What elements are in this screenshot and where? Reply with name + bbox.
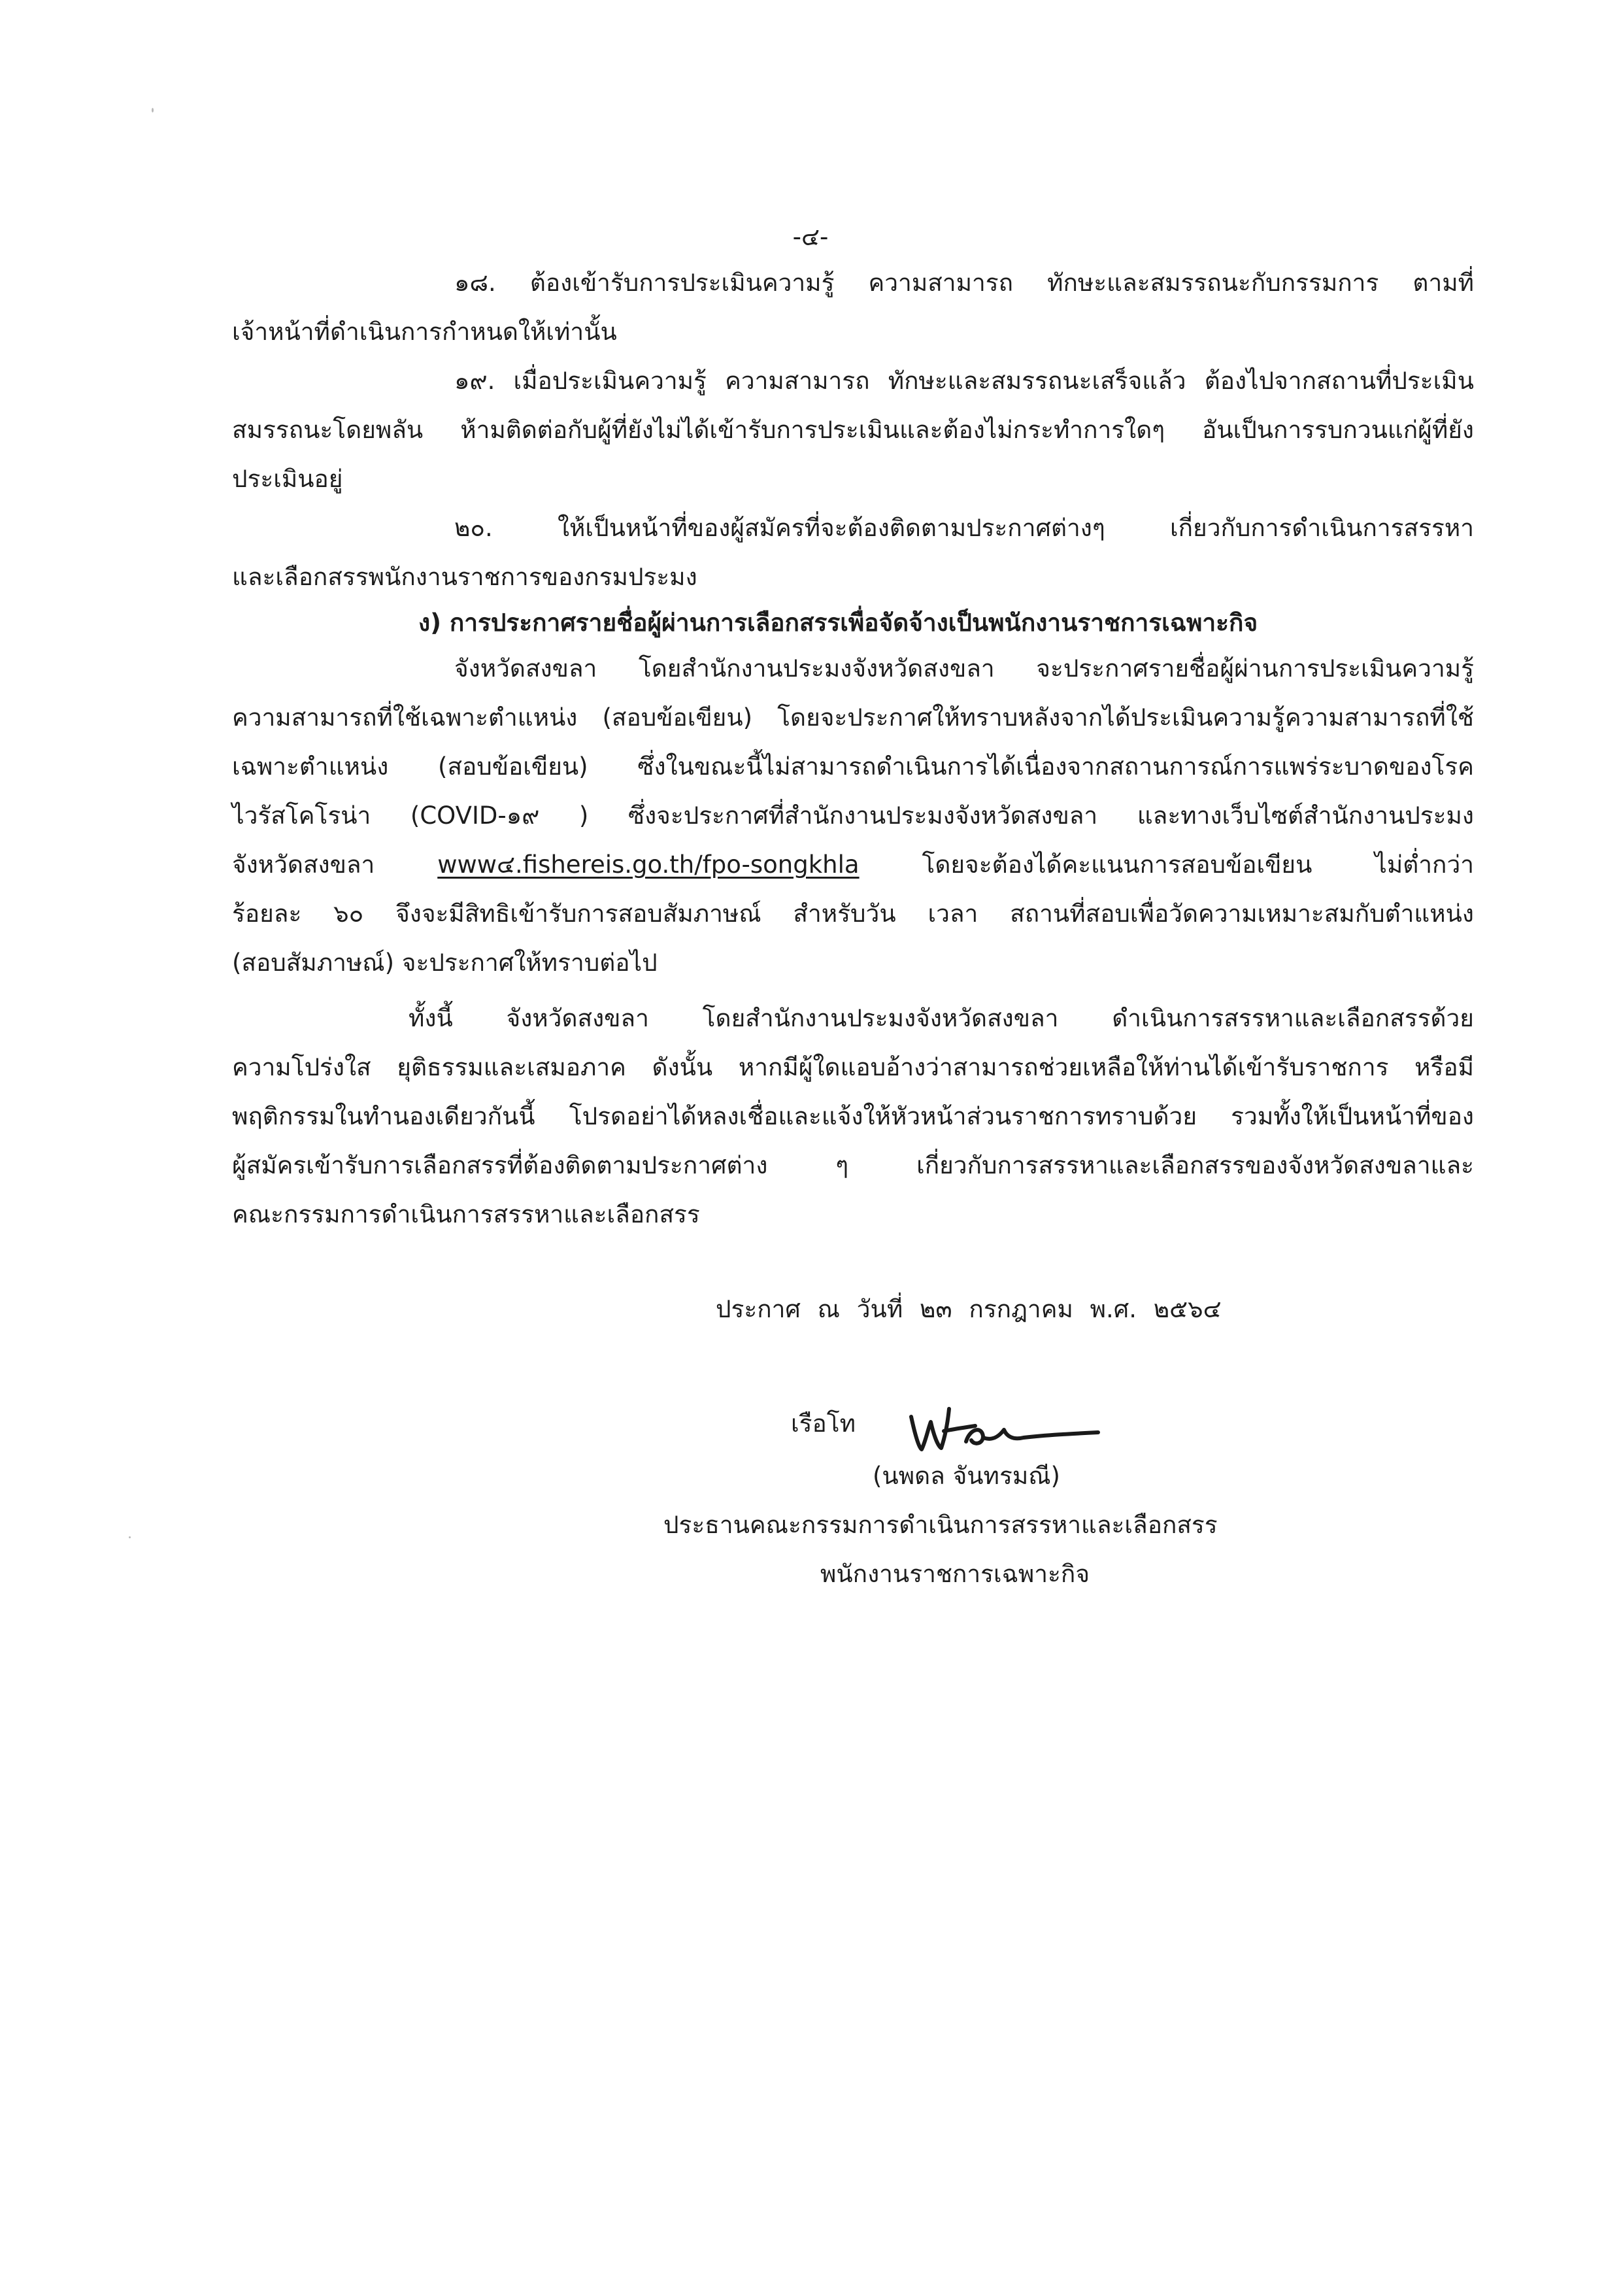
section-heading: ง) การประกาศรายชื่อผู้ผ่านการเลือกสรรเพื่อจัดจ้างเป็นพนักงานราชการเฉพาะกิจ bbox=[418, 609, 1258, 637]
announcement-line-7: (สอบสัมภาษณ์) จะประกาศให้ทราบต่อไป bbox=[232, 949, 658, 977]
announcement-line-5-prefix: จังหวัดสงขลา bbox=[232, 851, 375, 879]
item-20-line-2: และเลือกสรรพนักงานราชการของกรมประมง bbox=[232, 563, 697, 591]
handwritten-signature bbox=[902, 1402, 1124, 1461]
announcement-line-2: ความสามารถที่ใช้เฉพาะตำแหน่ง (สอบข้อเขียน) โดยจะประกาศให้ทราบหลังจากได้ประเมินความรู้ความสามารถที่ใช้ bbox=[232, 703, 1474, 732]
signatory-position-line-1: ประธานคณะกรรมการดำเนินการสรรหาและเลือกสรร bbox=[663, 1511, 1218, 1539]
announcement-line-5 bbox=[232, 847, 1474, 883]
closing-line-3: พฤติกรรมในทำนองเดียวกันนี้ โปรดอย่าได้หลงเชื่อและแจ้งให้หัวหน้าส่วนราชการทราบด้วย รวมทั้งให้เป็นหน้าที่ของ bbox=[232, 1102, 1474, 1130]
page-number: -๔- bbox=[792, 223, 829, 251]
item-19-line-3: ประเมินอยู่ bbox=[232, 465, 343, 493]
item-19-line-2: สมรรถนะโดยพลัน ห้ามติดต่อกับผู้ที่ยังไม่ได้เข้ารับการประเมินและต้องไม่กระทำการใดๆ อันเป็นการรบกวนแก่ผู้ที่ยัง bbox=[232, 416, 1474, 444]
closing-line-5: คณะกรรมการดำเนินการสรรหาและเลือกสรร bbox=[232, 1200, 700, 1228]
announcement-line-4: ไวรัสโคโรน่า (COVID-๑๙ ) ซึ่งจะประกาศที่สำนักงานประมงจังหวัดสงขลา และทางเว็บไซต์สำนักงานประมง bbox=[232, 802, 1474, 830]
announcement-line-5-suffix: โดยจะต้องได้คะแนนการสอบข้อเขียน ไม่ต่ำกว่า bbox=[922, 851, 1474, 879]
signatory-rank: เรือโท bbox=[791, 1410, 856, 1438]
item-19-line-1: ๑๙. เมื่อประเมินความรู้ ความสามารถ ทักษะและสมรรถนะเสร็จแล้ว ต้องไปจากสถานที่ประเมิน bbox=[454, 367, 1474, 395]
scan-speck bbox=[152, 108, 154, 112]
closing-line-2: ความโปร่งใส ยุติธรรมและเสมอภาค ดังนั้น หากมีผู้ใดแอบอ้างว่าสามารถช่วยเหลือให้ท่านได้เข้ารับราชการ หรือมี bbox=[232, 1053, 1474, 1081]
closing-line-4: ผู้สมัครเข้ารับการเลือกสรรที่ต้องติดตามประกาศต่าง ๆ เกี่ยวกับการสรรหาและเลือกสรรของจังหวัดสงขลาและ bbox=[232, 1151, 1474, 1179]
signatory-name: (นพดล จันทรมณี) bbox=[873, 1462, 1060, 1490]
item-18-line-2: เจ้าหน้าที่ดำเนินการกำหนดให้เท่านั้น bbox=[232, 318, 617, 346]
date-line: ประกาศ ณ วันที่ ๒๓ กรกฎาคม พ.ศ. ๒๕๖๔ bbox=[716, 1295, 1222, 1323]
item-18-line-1: ๑๘. ต้องเข้ารับการประเมินความรู้ ความสามารถ ทักษะและสมรรถนะกับกรรมการ ตามที่ bbox=[454, 269, 1474, 297]
website-link[interactable]: www๔.fishereis.go.th/fpo-songkhla bbox=[437, 851, 860, 879]
signatory-position-line-2: พนักงานราชการเฉพาะกิจ bbox=[820, 1560, 1090, 1588]
closing-line-1: ทั้งนี้ จังหวัดสงขลา โดยสำนักงานประมงจังหวัดสงขลา ดำเนินการสรรหาและเลือกสรรด้วย bbox=[409, 1004, 1474, 1032]
announcement-line-1: จังหวัดสงขลา โดยสำนักงานประมงจังหวัดสงขลา จะประกาศรายชื่อผู้ผ่านการประเมินความรู้ bbox=[454, 654, 1474, 683]
announcement-line-3: เฉพาะตำแหน่ง (สอบข้อเขียน) ซึ่งในขณะนี้ไม่สามารถดำเนินการได้เนื่องจากสถานการณ์การแพร่ระบาดของโรค bbox=[232, 752, 1474, 781]
announcement-line-6: ร้อยละ ๖๐ จึงจะมีสิทธิเข้ารับการสอบสัมภาษณ์ สำหรับวัน เวลา สถานที่สอบเพื่อวัดความเหมาะสมกับตำแหน่ง bbox=[232, 900, 1474, 928]
item-20-line-1: ๒๐. ให้เป็นหน้าที่ของผู้สมัครที่จะต้องติดตามประกาศต่างๆ เกี่ยวกับการดำเนินการสรรหา bbox=[454, 514, 1474, 542]
scan-speck bbox=[129, 1536, 131, 1538]
